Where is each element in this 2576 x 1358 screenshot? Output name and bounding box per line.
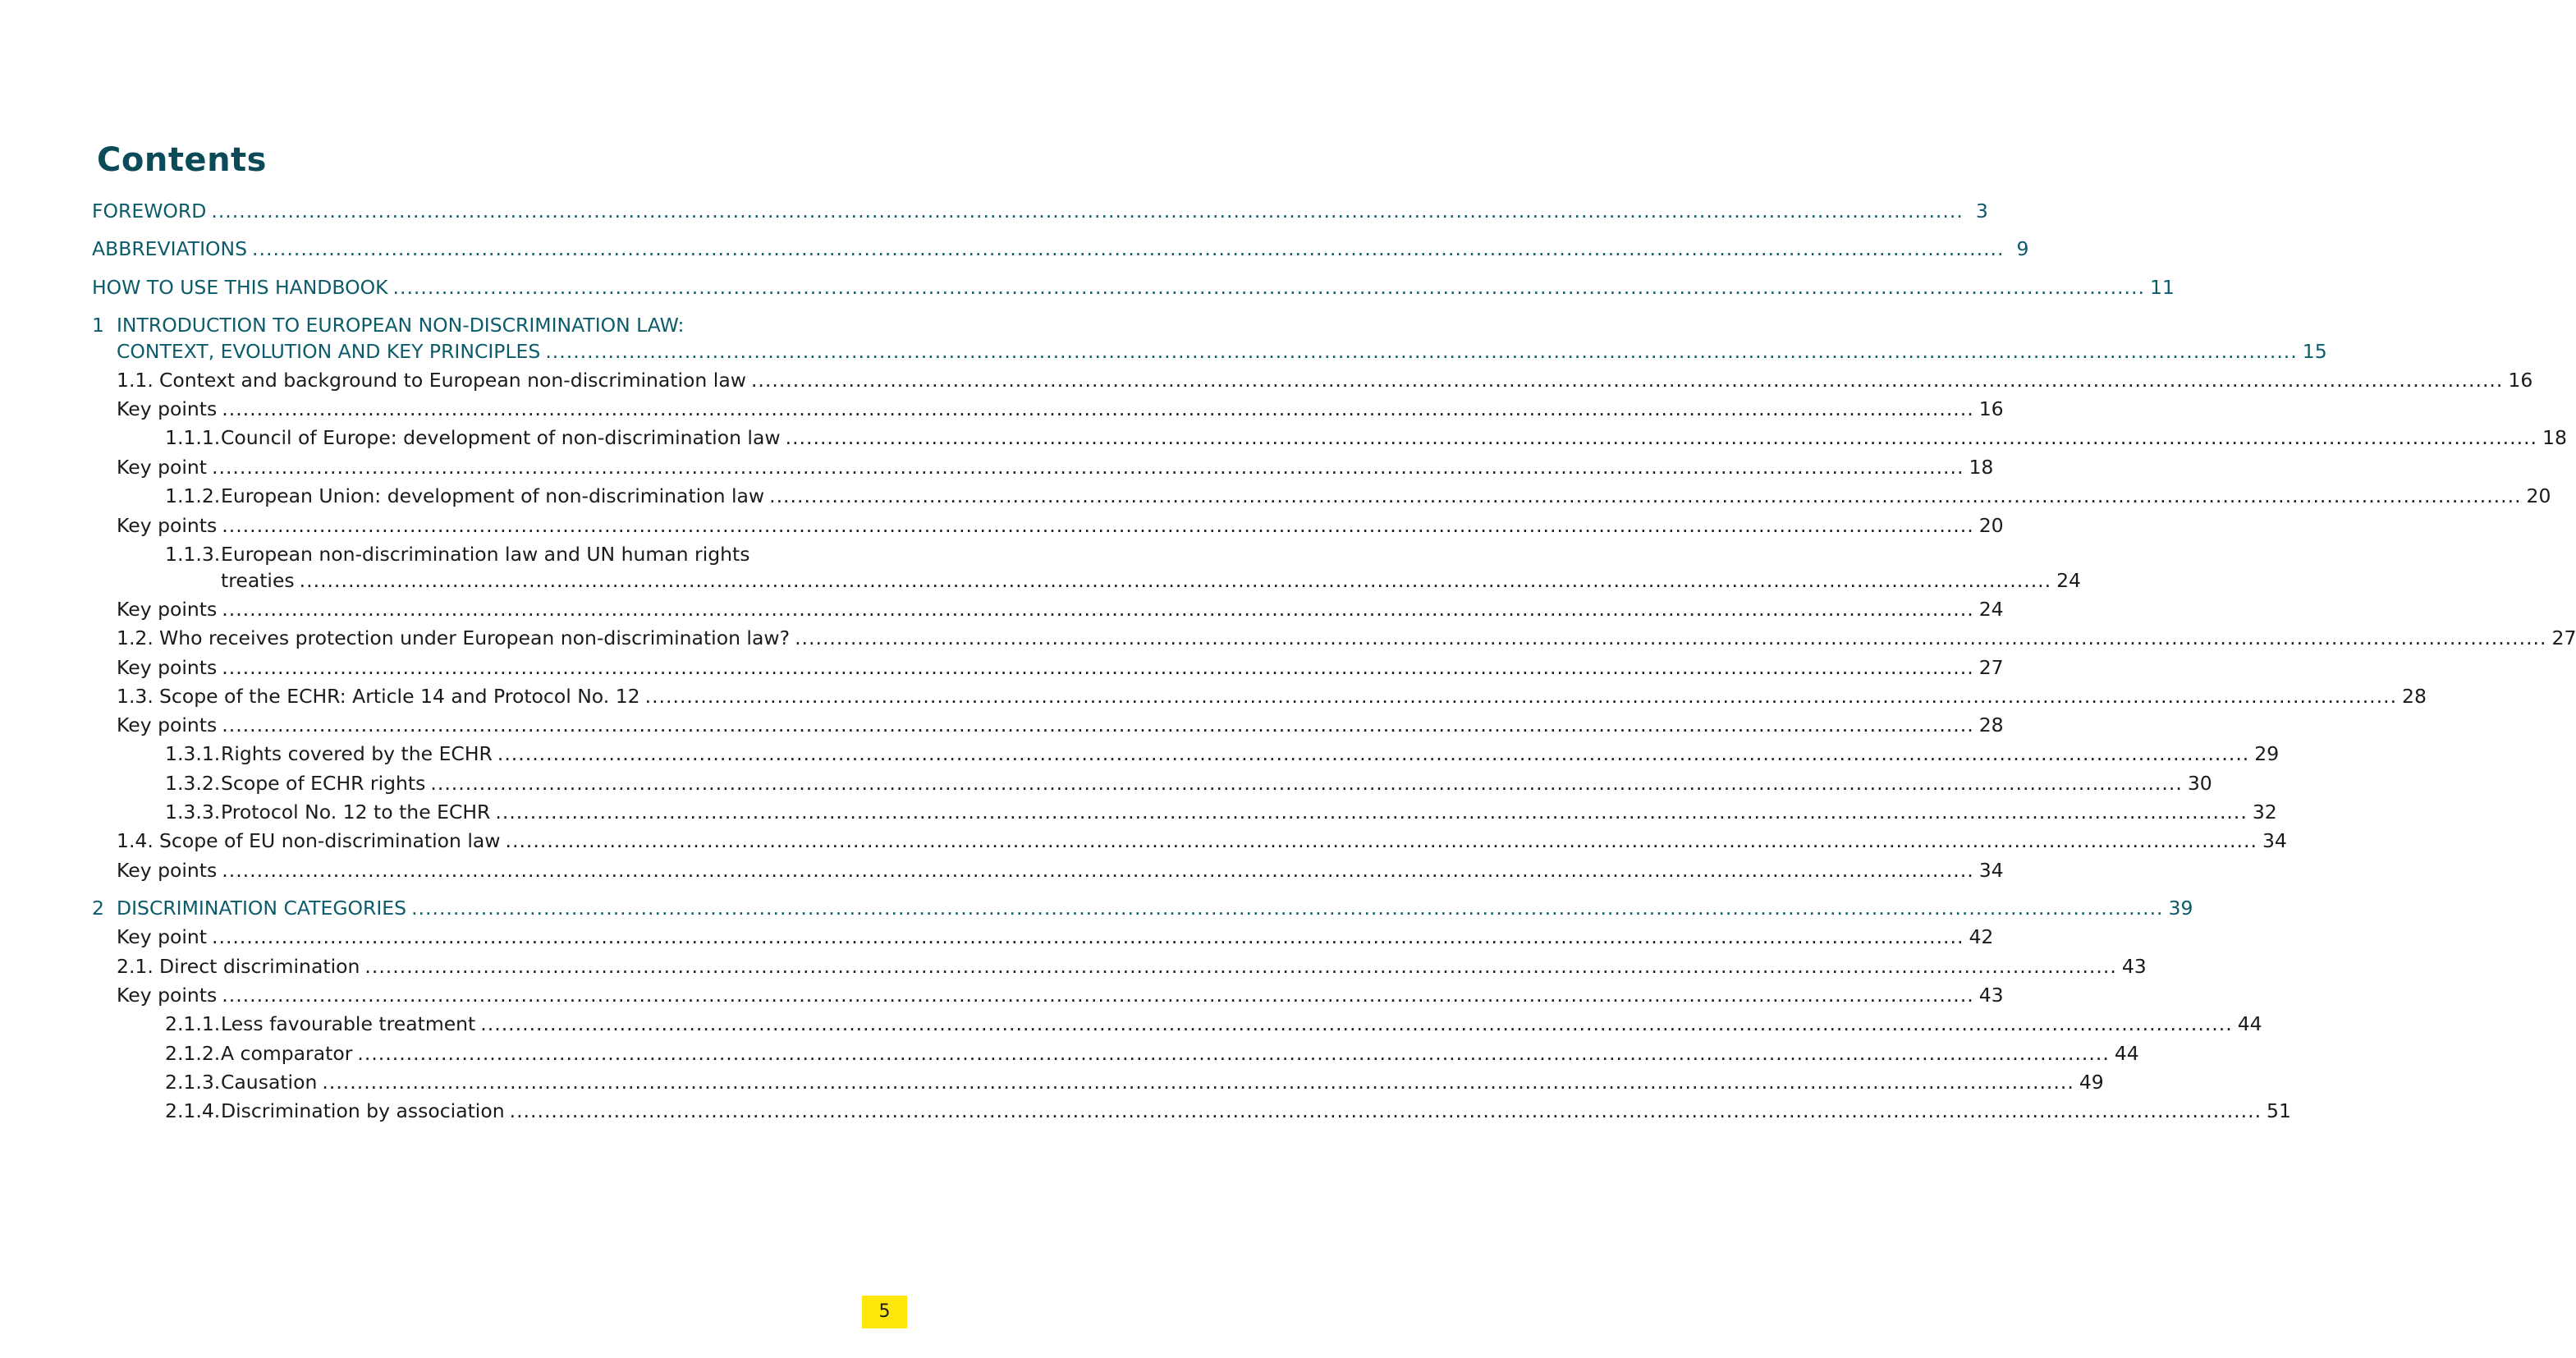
section-title-line2: treaties — [221, 569, 295, 592]
toc-entry-text: ABBREVIATIONS — [92, 237, 248, 260]
toc-entry-text: Key points — [117, 984, 218, 1007]
section-number: 1.3.3. — [165, 801, 221, 824]
toc-page-number: 51 — [2267, 1099, 2291, 1122]
toc-page-number: 30 — [2187, 772, 2212, 795]
dot-leader — [545, 338, 2297, 365]
page-title: Contents — [97, 141, 267, 179]
toc-entry-text: Scope of ECHR rights — [221, 772, 426, 795]
toc-entry-key-points[interactable] — [117, 982, 2004, 1008]
toc-page-number: 18 — [2542, 426, 2567, 449]
section-number: 1.3.1. — [165, 742, 221, 765]
toc-entry-how-to-use[interactable] — [92, 274, 2175, 301]
dot-leader — [222, 857, 1973, 883]
dot-leader — [510, 1098, 2262, 1124]
section-number: 1.1. — [117, 369, 154, 392]
dot-leader — [212, 924, 1964, 950]
toc-entry-1-1[interactable] — [117, 367, 2533, 393]
dot-leader — [751, 367, 2503, 393]
toc-entry-2-1-2[interactable] — [165, 1040, 2139, 1067]
chapter-number: 2 — [92, 897, 104, 920]
toc-entry-text: Key points — [117, 514, 218, 537]
toc-entry-abbreviations[interactable] — [92, 236, 2029, 262]
section-number: 2.1.2. — [165, 1042, 221, 1065]
toc-entry-text: Rights covered by the ECHR — [221, 742, 493, 765]
dot-leader — [212, 454, 1964, 480]
toc-entry-text: Key point — [117, 925, 208, 948]
toc-entry-key-points[interactable] — [117, 654, 2004, 681]
toc-entry-text: Key point — [117, 456, 208, 479]
toc-entry-key-points[interactable] — [117, 512, 2004, 539]
toc-page-number: 20 — [2526, 484, 2551, 507]
toc-page-number: 16 — [1978, 397, 2004, 420]
toc-entry-key-points[interactable] — [117, 396, 2004, 422]
toc-entry-text: A comparator — [221, 1042, 353, 1065]
toc-page-number: 24 — [1978, 598, 2004, 621]
dot-leader — [411, 895, 2163, 921]
toc-entry-text: Causation — [221, 1071, 318, 1094]
toc-page-number: 39 — [2168, 897, 2193, 920]
page-number-badge: 5 — [862, 1296, 907, 1328]
chapter-title-line2: CONTEXT, EVOLUTION AND KEY PRINCIPLES — [117, 340, 541, 363]
toc-entry-text: Discrimination by association — [221, 1099, 505, 1122]
toc-page-number: 44 — [2114, 1042, 2139, 1065]
toc-entry-key-point[interactable] — [117, 924, 1994, 950]
toc-entry-foreword[interactable] — [92, 198, 1988, 224]
chapter-title-line1[interactable]: INTRODUCTION TO EUROPEAN NON-DISCRIMINATION LAW: — [117, 314, 685, 337]
section-number: 2.1.1. — [165, 1012, 221, 1035]
toc-page-number: 49 — [2079, 1071, 2104, 1094]
toc-page-number: 18 — [1969, 456, 1994, 479]
toc-page-number: 43 — [1978, 984, 2004, 1007]
toc-entry-key-points[interactable] — [117, 596, 2004, 622]
toc-page-number: 3 — [1975, 200, 1988, 223]
dot-leader — [357, 1040, 2109, 1067]
dot-leader — [495, 799, 2247, 825]
toc-page-number: 16 — [2508, 369, 2533, 392]
dot-leader — [393, 274, 2145, 301]
dot-leader — [786, 424, 2537, 451]
dot-leader — [506, 828, 2257, 854]
toc-entry-text: Key points — [117, 859, 218, 882]
dot-leader — [222, 654, 1973, 681]
toc-entry-text: Key points — [117, 713, 218, 736]
dot-leader — [480, 1011, 2232, 1037]
toc-entry-text: Key points — [117, 656, 218, 679]
toc-page-number: 34 — [2262, 829, 2287, 852]
toc-page-number: 29 — [2254, 742, 2280, 765]
toc-entry-chapter-2[interactable] — [117, 895, 2193, 921]
toc-page-number: 27 — [2551, 626, 2576, 649]
toc-page-number: 32 — [2252, 801, 2277, 824]
dot-leader — [222, 512, 1973, 539]
toc-entry-text: FOREWORD — [92, 200, 207, 223]
toc-entry-1-1-1[interactable] — [165, 424, 2567, 451]
toc-entry-text: Key points — [117, 598, 218, 621]
toc-entry-2-1-1[interactable] — [165, 1011, 2262, 1037]
dot-leader — [769, 483, 2521, 509]
toc-page-number: 42 — [1969, 925, 1994, 948]
toc-entry-text: Scope of EU non-discrimination law — [159, 829, 501, 852]
section-number: 2.1. — [117, 955, 154, 978]
toc-entry-text: HOW TO USE THIS HANDBOOK — [92, 276, 388, 299]
toc-entry-text: DISCRIMINATION CATEGORIES — [117, 897, 407, 920]
toc-entry-key-point[interactable] — [117, 454, 1994, 480]
section-number: 2.1.4. — [165, 1099, 221, 1122]
section-number: 1.1.3. — [165, 543, 221, 566]
toc-entry-2-1[interactable] — [117, 953, 2147, 980]
toc-page-number: 9 — [2016, 237, 2029, 260]
dot-leader — [222, 712, 1973, 738]
toc-entry-text: Scope of the ECHR: Article 14 and Protocol No. 12 — [159, 685, 640, 708]
toc-page-number: 20 — [1978, 514, 2004, 537]
toc-entry-text: Key points — [117, 397, 218, 420]
toc-page-number: 28 — [2402, 685, 2427, 708]
toc-entry-1-1-3[interactable] — [221, 567, 2082, 594]
section-number: 1.1.1. — [165, 426, 221, 449]
toc-entry-text: Who receives protection under European non-discrimination law? — [159, 626, 791, 649]
section-number: 1.4. — [117, 829, 154, 852]
section-number: 1.3.2. — [165, 772, 221, 795]
dot-leader — [645, 683, 2397, 709]
dot-leader — [222, 396, 1973, 422]
toc-entry-text: Context and background to European non-discrimination law — [159, 369, 746, 392]
dot-leader — [795, 625, 2546, 651]
toc-entry-text: European Union: development of non-discrimination law — [221, 484, 765, 507]
dot-leader — [252, 236, 2004, 262]
dot-leader — [364, 953, 2116, 980]
toc-page-number: 24 — [2056, 569, 2082, 592]
dot-leader — [322, 1069, 2074, 1095]
toc-entry-1-2[interactable] — [117, 625, 2576, 651]
toc-entry-1-3-1[interactable] — [165, 741, 2280, 767]
dot-leader — [497, 741, 2249, 767]
toc-page-number: 11 — [2149, 276, 2175, 299]
section-title-line1[interactable]: European non-discrimination law and UN human rights — [221, 543, 750, 566]
section-number: 2.1.3. — [165, 1071, 221, 1094]
toc-entry-1-3-3[interactable] — [165, 799, 2277, 825]
toc-entry-1-4[interactable] — [117, 828, 2287, 854]
dot-leader — [430, 770, 2182, 796]
toc-entry-1-3-2[interactable] — [165, 770, 2212, 796]
section-number: 1.2. — [117, 626, 154, 649]
section-number: 1.1.2. — [165, 484, 221, 507]
toc-page-number: 27 — [1978, 656, 2004, 679]
toc-entry-2-1-3[interactable] — [165, 1069, 2104, 1095]
toc-page-number: 44 — [2237, 1012, 2262, 1035]
toc-entry-1-3[interactable] — [117, 683, 2427, 709]
dot-leader — [300, 567, 2051, 594]
toc-page-number: 15 — [2302, 340, 2327, 363]
toc-entry-1-1-2[interactable] — [165, 483, 2551, 509]
toc-entry-text: Less favourable treatment — [221, 1012, 476, 1035]
dot-leader — [211, 198, 1963, 224]
toc-entry-key-points[interactable] — [117, 857, 2004, 883]
toc-entry-2-1-4[interactable] — [165, 1098, 2291, 1124]
toc-page-number: 43 — [2121, 955, 2147, 978]
toc-page-number: 28 — [1978, 713, 2004, 736]
toc-page-number: 34 — [1978, 859, 2004, 882]
toc-entry-chapter-1[interactable] — [117, 338, 2327, 365]
toc-entry-key-points[interactable] — [117, 712, 2004, 738]
dot-leader — [222, 982, 1973, 1008]
toc-entry-text: Protocol No. 12 to the ECHR — [221, 801, 491, 824]
dot-leader — [222, 596, 1973, 622]
toc-entry-text: Direct discrimination — [159, 955, 360, 978]
toc-entry-text: Council of Europe: development of non-discrimination law — [221, 426, 781, 449]
section-number: 1.3. — [117, 685, 154, 708]
chapter-number: 1 — [92, 314, 104, 337]
